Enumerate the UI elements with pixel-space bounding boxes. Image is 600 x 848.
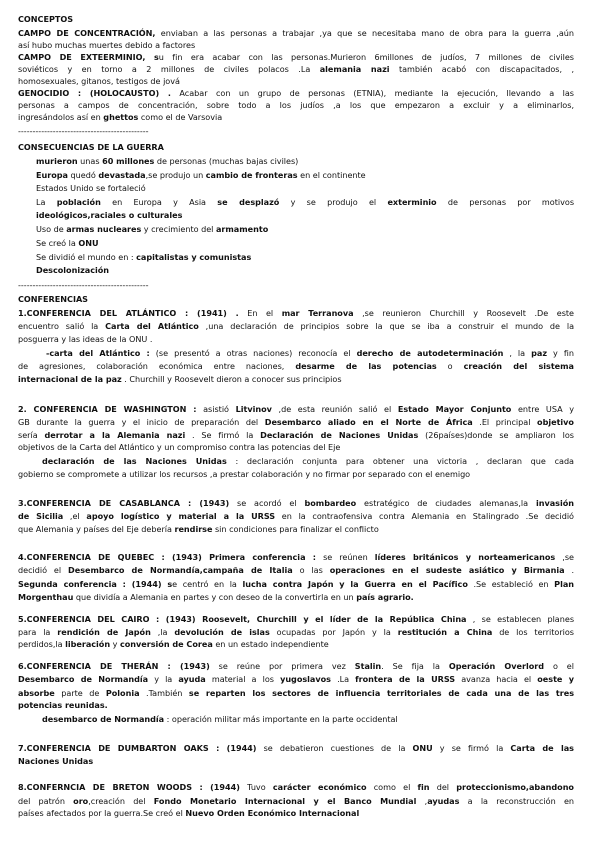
text-run: avanza hacia el (455, 674, 538, 684)
text-run: GB durante la guerra y el inicio de preparación del (18, 417, 265, 427)
bold-text: -carta del Atlántico : (46, 348, 150, 358)
bold-text: declaración de las Naciones Unidas (42, 456, 227, 466)
bold-text: potencias reunidas. (18, 700, 108, 710)
conference-line (18, 334, 574, 344)
text-run: de personas por motivos (436, 197, 574, 207)
bold-text: internacional de la paz (18, 374, 122, 384)
text-run: .La (330, 674, 356, 684)
text-run: países afectados por la guerra.Se creó el (18, 808, 186, 818)
text-run: en la contraofensiva contra Alemania en Stalingrado .Se decidió (275, 511, 574, 521)
consequence-item (36, 252, 574, 262)
bold-text: absorbe (18, 688, 55, 698)
text-run: y fin (547, 348, 574, 358)
text-run: unas (77, 156, 103, 166)
bold-text: Desembarco de Normandía (18, 674, 149, 684)
text-run: estratégico de ciudades alemanas,la (356, 498, 536, 508)
conference-line (18, 404, 574, 414)
text-run: que dividía a Alemania en partes y con deseo de la convertirla en un (73, 592, 357, 602)
bold-text: exterminio (387, 197, 437, 207)
text-run: ,creación del (88, 796, 154, 806)
text-run: quedó (67, 170, 99, 180)
conference-line (18, 308, 574, 318)
conference-line (18, 498, 574, 508)
text-run: en el continente (297, 170, 366, 180)
text-run: sin condiciones para finalizar el conflicto (212, 524, 379, 534)
concepts-line (18, 126, 574, 136)
bold-text: lucha contra Japón y la Guerra en el Pacífico (242, 579, 468, 589)
conference-line (18, 627, 574, 637)
bold-text: devastada (98, 170, 146, 180)
bold-text: derecho de autodeterminación (356, 348, 504, 358)
text-run: , la (503, 348, 532, 358)
bold-text: de Sicilia (18, 511, 64, 521)
text-run: o las (292, 565, 330, 575)
section-line (18, 280, 574, 290)
bold-text: apoyo logístico y material a la URSS (86, 511, 276, 521)
text-run: .También (139, 688, 189, 698)
bold-text: proteccionismo,abandono (456, 782, 574, 792)
text-run: ,se produjo un (145, 170, 206, 180)
concepts-line (18, 112, 574, 122)
conference-line (18, 661, 574, 671)
text-run: sería (18, 430, 45, 440)
text-run: En el (238, 308, 282, 318)
bold-text: 6.CONFERENCIA DE THERÁN : (1943) (18, 661, 210, 671)
bold-text: Plan (554, 579, 574, 589)
text-run: Acabar con un grupo de personas (ETNIA), mediante la ejecución, llevando a las (170, 88, 574, 98)
bold-text: Naciones Unidas (18, 756, 94, 766)
text-run: Tuvo (239, 782, 273, 792)
bold-text: Morgenthau (18, 592, 74, 602)
text-run: : declaración conjunta para obtener una victoria , declaran que cada (226, 456, 574, 466)
bold-text: ONU (412, 743, 433, 753)
bold-text: paz (531, 348, 548, 358)
text-run: : operación militar más importante en la parte occidental (164, 714, 398, 724)
bold-text: operaciones en el sudeste asiático y Birmania (329, 565, 565, 575)
bold-text: restitución a China (397, 627, 493, 637)
bold-text: 60 millones (102, 156, 155, 166)
bold-text: Desembarco aliado en el Norte de África (264, 417, 473, 427)
text-run: y crecimiento del (141, 224, 216, 234)
bold-text: 4.CONFERENCIA DE QUEBEC : (1943) Primera conferencia : (18, 552, 317, 562)
text-run: asistió (196, 404, 236, 414)
bold-text: invasión (535, 498, 574, 508)
conference-line (18, 782, 574, 792)
text-run: material a los (205, 674, 281, 684)
bold-text: Polonia (105, 688, 140, 698)
bold-text: capitalistas y comunistas (136, 252, 252, 262)
bold-text: Nuevo Orden Económico Internacional (185, 808, 360, 818)
bold-text: población (56, 197, 101, 207)
bold-text: CONFERENCIAS (18, 294, 88, 304)
text-run: ,de esta reunión salió el (271, 404, 398, 414)
text-run: perdidos,la (18, 639, 66, 649)
text-run: . Churchill y Roosevelt dieron a conocer sus principios (121, 374, 342, 384)
bold-text: Segunda conferencia : (1944) s (18, 579, 173, 589)
text-run: en Europa y Asia (100, 197, 218, 207)
text-run: como el de Varsovia (138, 112, 223, 122)
bold-text: alemania nazi (319, 64, 390, 74)
text-run: ocupadas por Japón y la (269, 627, 398, 637)
text-run: que Alemania y países del Eje debería (18, 524, 175, 534)
text-run: enviaban a las personas a trabajar ,ya que se necesitaba mano de obra para la guerra ,aún (155, 28, 574, 38)
text-run: así hubo muchas muertes debido a factores (18, 40, 196, 50)
text-run: de los territorios (492, 627, 574, 637)
text-run: .El principal (472, 417, 538, 427)
bold-text: rendición de Japón (57, 627, 151, 637)
text-run: gobierno se compromete a utilizar los recursos ,a prestar colaboración y no firmar por separado con el enemigo (18, 469, 471, 479)
bold-text: Desembarco de Normandía,campaña de Italia (68, 565, 293, 575)
conference-line (42, 714, 574, 724)
conference-line (18, 756, 574, 766)
bold-text: Carta de las (510, 743, 574, 753)
bold-text: creación del sistema (463, 361, 574, 371)
bold-text: 2. CONFERENCIA DE WASHINGTON : (18, 404, 197, 414)
bold-text: ayudas (427, 796, 460, 806)
bold-text: 7.CONFERENCIA DE DUMBARTON OAKS : (1944) (18, 743, 257, 753)
text-run: Uso de (36, 224, 67, 234)
consequence-item (36, 183, 574, 193)
concepts-line (18, 76, 574, 86)
text-run: encuentro salió la (18, 321, 106, 331)
text-run: . (564, 565, 574, 575)
text-run: La (36, 197, 57, 207)
conference-line (18, 688, 574, 698)
bold-text: cambio de fronteras (205, 170, 298, 180)
concepts-line (18, 40, 574, 50)
text-run: se acordó el (229, 498, 305, 508)
bold-text: ONU (78, 238, 99, 248)
bold-text: fin (417, 782, 430, 792)
bold-text: 5.CONFERENCIA DEL CAIRO : (1943) Roosevelt, Churchill y el líder de la República China (18, 614, 467, 624)
bold-text: CAMPO DE CONCENTRACIÓN, (18, 28, 156, 38)
bold-text: CONSECUENCIAS DE LA GUERRA (18, 142, 164, 152)
text-run: ,se (555, 552, 574, 562)
text-run: como el (366, 782, 418, 792)
text-run: a la reconstrucción en (459, 796, 574, 806)
bold-text: desarme de las potencias (295, 361, 437, 371)
bold-text: CONCEPTOS (18, 14, 74, 24)
text-run: ,la (150, 627, 175, 637)
consequence-item (36, 170, 574, 180)
text-run: ,el (63, 511, 87, 521)
text-run: personas a campos de concentración, sobre todo a los judíos ,a los que empezaron a excluir y a eliminarlos, (18, 100, 574, 110)
text-run: Estados Unido se fortaleció (36, 183, 146, 193)
text-run: --------------------------------------------- (18, 280, 149, 290)
text-run: , se establecen planes (466, 614, 574, 624)
bold-text: yugoslavos (280, 674, 331, 684)
bold-text: ayuda (178, 674, 206, 684)
conference-line (18, 614, 574, 624)
bold-text: desembarco de Normandía (42, 714, 165, 724)
text-run: para la (18, 627, 58, 637)
text-run: se debatieron cuestiones de la (256, 743, 413, 753)
text-run: o (436, 361, 464, 371)
conference-line (18, 592, 574, 602)
text-run: .Se estableció en (467, 579, 555, 589)
bold-text: Stalin (354, 661, 382, 671)
conference-line (18, 552, 574, 562)
text-run: soviéticos y en torno a 2 millones de civiles polacos .La (18, 64, 320, 74)
conference-line (42, 456, 574, 466)
bold-text: Europa (36, 170, 68, 180)
bold-text: mar Terranova (281, 308, 354, 318)
bold-text: devolución de islas (174, 627, 270, 637)
text-run: del patrón (18, 796, 74, 806)
concepts-line (18, 100, 574, 110)
text-run: ,se reunieron Churchill y Roosevelt .De este (353, 308, 574, 318)
text-run: del (429, 782, 457, 792)
text-run: (26países)donde se ampliaron los (418, 430, 574, 440)
concepts-line (18, 14, 574, 24)
text-run: parte de (54, 688, 106, 698)
conference-line (18, 417, 574, 427)
concepts-line (18, 52, 574, 62)
bold-text: Fondo Monetario Internacional y el Banco Mundial (153, 796, 417, 806)
concepts-line (18, 88, 574, 98)
bold-text: derrotar a la Alemania nazi (44, 430, 186, 440)
text-run: se reúne por primera vez (209, 661, 355, 671)
conference-line (18, 579, 574, 589)
concepts-line (18, 28, 574, 38)
conference-line (18, 639, 574, 649)
text-run: u fin era acabar con las personas.Murieron 6millones de judíos, 7 millones de civiles (158, 52, 574, 62)
bold-text: Declaración de Naciones Unidas (260, 430, 419, 440)
conference-line (18, 430, 574, 440)
bold-text: GENOCIDIO : (HOLOCAUSTO) . (18, 88, 171, 98)
conference-line (18, 374, 574, 384)
consequence-item (36, 156, 574, 166)
bold-text: ideológicos,raciales o culturales (36, 210, 183, 220)
bold-text: Descolonización (36, 265, 110, 275)
bold-text: país agrario. (356, 592, 414, 602)
conference-line (18, 743, 574, 753)
bold-text: carácter económico (272, 782, 367, 792)
conference-line (18, 796, 574, 806)
conference-line (18, 469, 574, 479)
text-run: y se produjo el (279, 197, 388, 207)
bold-text: conversión de Corea (119, 639, 213, 649)
bold-text: Operación Overlord (448, 661, 545, 671)
text-run: e centró en la (172, 579, 243, 589)
conference-line (18, 674, 574, 684)
text-run: . Se fija la (381, 661, 449, 671)
consequence-item (36, 210, 574, 220)
text-run: y la (148, 674, 179, 684)
text-run: Se creó la (36, 238, 79, 248)
bold-text: armas nucleares (66, 224, 142, 234)
bold-text: oeste y (537, 674, 574, 684)
text-run: entre USA y (511, 404, 574, 414)
bold-text: líderes británicos y norteamericanos (374, 552, 556, 562)
text-run: objetivos de la Carta del Atlántico y un compromiso contra las potencias del Eje (18, 442, 341, 452)
bold-text: 3.CONFERENCIA DE CASABLANCA : (1943) (18, 498, 230, 508)
text-run: --------------------------------------------- (18, 126, 149, 136)
bold-text: liberación (65, 639, 111, 649)
conference-line (18, 511, 574, 521)
conference-line (46, 348, 574, 358)
text-run: , (416, 796, 428, 806)
conference-line (18, 565, 574, 575)
consequence-item (36, 197, 574, 207)
section-line (18, 142, 574, 152)
text-run: ingresándolos así en (18, 112, 104, 122)
bold-text: se reparten los sectores de influencia territoriales de cada una de las tres (188, 688, 574, 698)
conference-line (18, 321, 574, 331)
conference-line (18, 700, 574, 710)
text-run: y se firmó la (432, 743, 511, 753)
text-run: Se dividió el mundo en : (36, 252, 137, 262)
conference-line (18, 361, 574, 371)
bold-text: bombardeo (304, 498, 357, 508)
bold-text: 8.CONFERNCIA DE BRETON WOODS : (1944) (18, 782, 240, 792)
bold-text: rendirse (174, 524, 213, 534)
consequence-item (36, 238, 574, 248)
consequence-item (36, 224, 574, 234)
bold-text: ghettos (103, 112, 139, 122)
text-run: (se presentó a otras naciones) reconocía el (149, 348, 357, 358)
text-run: se reúnen (316, 552, 375, 562)
bold-text: frontera de la URSS (355, 674, 456, 684)
bold-text: oro (73, 796, 89, 806)
text-run: homosexuales, gitanos, testigos de jová (18, 76, 180, 86)
bold-text: objetivo (537, 417, 574, 427)
text-run: de personas (muchas bajas civiles) (154, 156, 299, 166)
text-run: ,una declaración de principios sobre la que se iba a construir el mundo de la (198, 321, 574, 331)
text-run: de agresiones, colaboración económica entre naciones, (18, 361, 296, 371)
conference-line (18, 294, 574, 304)
conference-line (18, 442, 574, 452)
conference-line (18, 808, 574, 818)
text-run: decidió el (18, 565, 69, 575)
bold-text: Estado Mayor Conjunto (397, 404, 512, 414)
concepts-line (18, 64, 574, 74)
consequence-item (36, 265, 574, 275)
bold-text: murieron (36, 156, 78, 166)
bold-text: Litvinov (235, 404, 272, 414)
text-run: . Se firmó la (185, 430, 261, 440)
text-run: o el (544, 661, 574, 671)
bold-text: CAMPO DE EXTEERMINIO, s (18, 52, 159, 62)
bold-text: armamento (215, 224, 269, 234)
bold-text: Carta del Atlántico (105, 321, 199, 331)
text-run: en un estado independiente (212, 639, 329, 649)
bold-text: se desplazó (217, 197, 280, 207)
text-run: posguerra y las ideas de la ONU . (18, 334, 153, 344)
text-run: también acabó con discapacitados, , (389, 64, 574, 74)
text-run: y (110, 639, 120, 649)
bold-text: 1.CONFERENCIA DEL ATLÁNTICO : (1941) . (18, 308, 239, 318)
conference-line (18, 524, 574, 534)
